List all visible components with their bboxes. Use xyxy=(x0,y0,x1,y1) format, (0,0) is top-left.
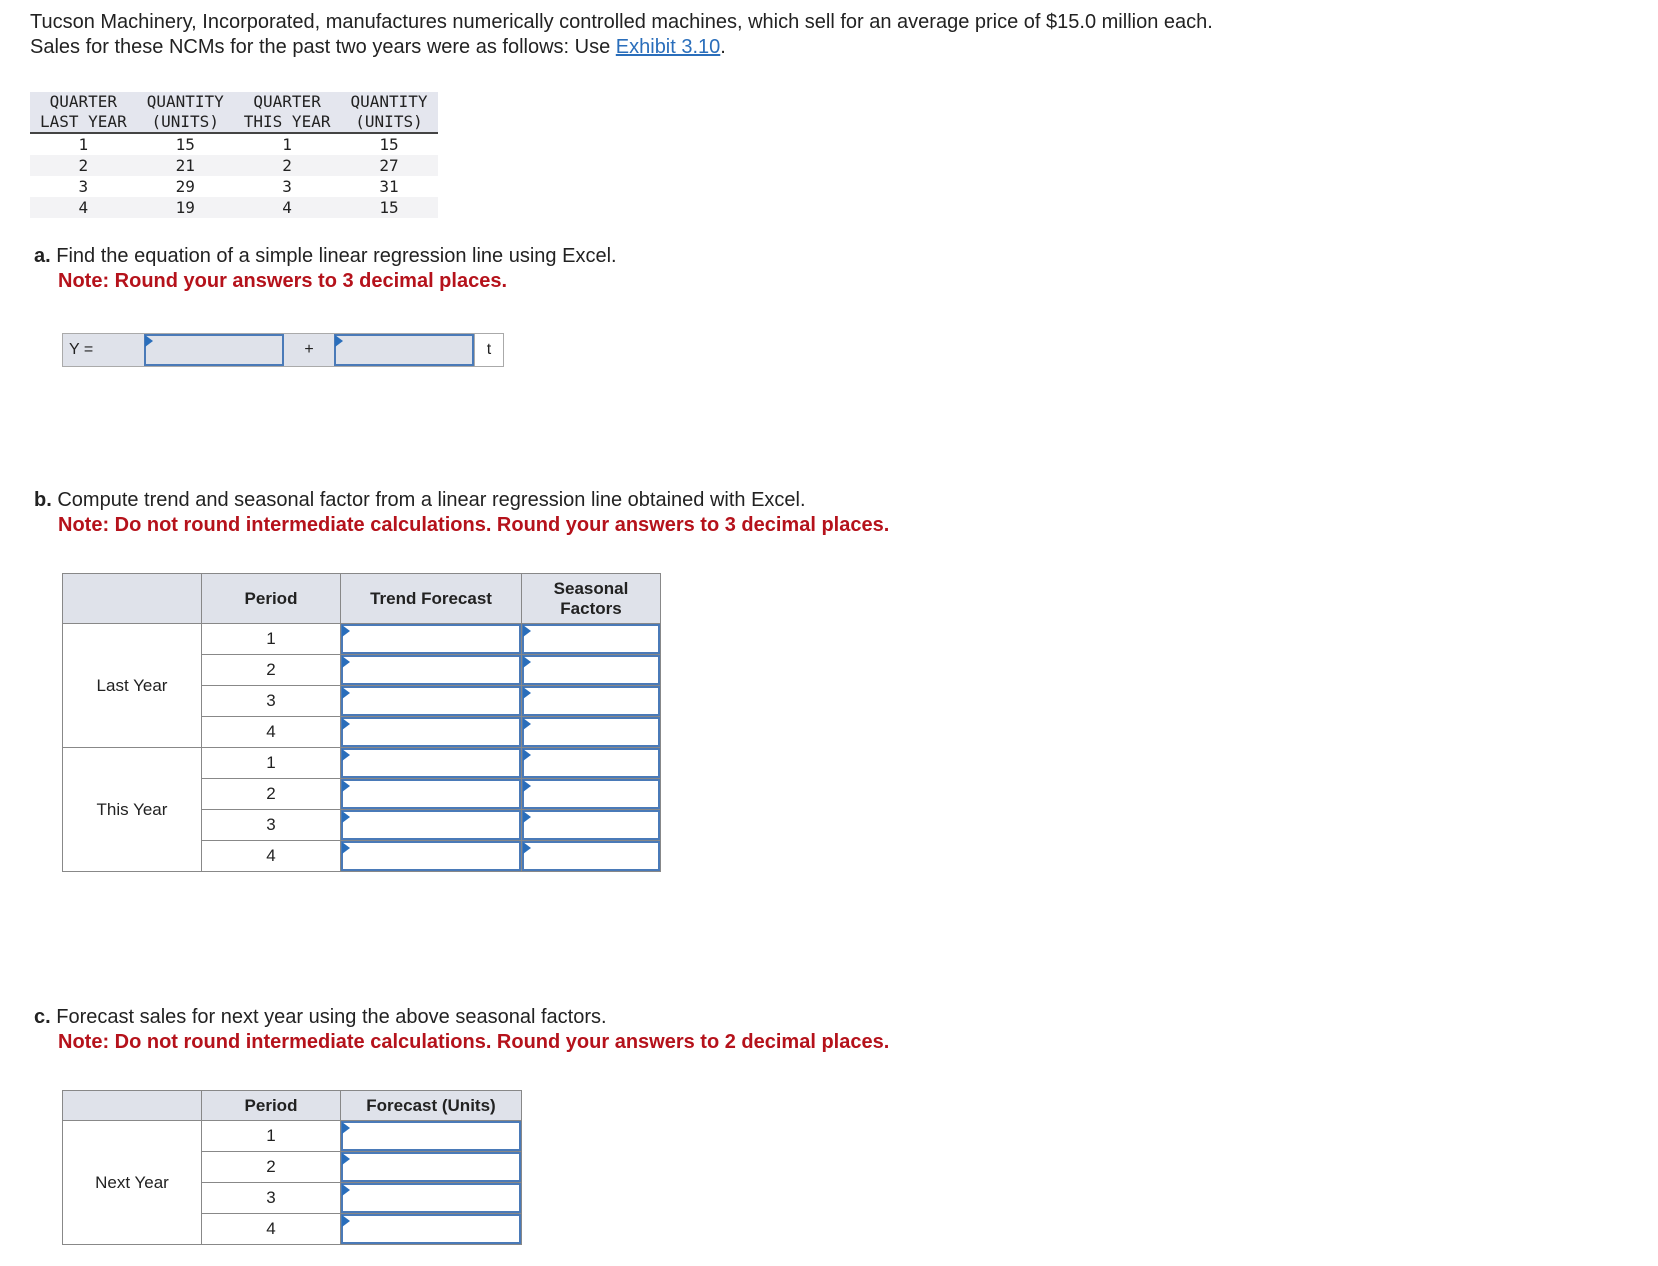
regression-equation-row xyxy=(62,333,504,367)
period-cell: 3 xyxy=(202,810,341,841)
seasonal-factor-input[interactable] xyxy=(522,686,660,716)
intro-line-2-suffix: . xyxy=(720,36,726,58)
table-row: 3 29 3 31 xyxy=(78,176,399,196)
sales-data-table xyxy=(30,92,438,218)
period-cell: 1 xyxy=(202,748,341,779)
trend-forecast-input[interactable] xyxy=(341,655,521,685)
period-cell: 4 xyxy=(202,717,341,748)
seasonal-factor-input[interactable] xyxy=(522,748,660,778)
part-c-text: Forecast sales for next year using the above seasonal factors. xyxy=(56,1006,607,1028)
seasonal-factor-input[interactable] xyxy=(522,841,660,871)
seasonal-factor-input[interactable] xyxy=(522,624,660,654)
part-a-question: a. Find the equation of a simple linear regression line using Excel. Note: Round your answers to 3 decimal places. xyxy=(34,245,617,292)
t-variable-label: t xyxy=(474,334,503,366)
period-cell: 3 xyxy=(202,686,341,717)
period-header: Period xyxy=(202,574,341,624)
forecast-units-header: Forecast (Units) xyxy=(341,1091,522,1121)
last-year-label: Last Year xyxy=(63,624,202,748)
period-cell: 2 xyxy=(202,1152,341,1183)
period-cell: 2 xyxy=(202,779,341,810)
table-row: 4 19 4 15 xyxy=(30,197,438,218)
trend-forecast-input[interactable] xyxy=(341,717,521,747)
seasonal-factor-input[interactable] xyxy=(522,779,660,809)
period-cell: 1 xyxy=(202,1121,341,1152)
table-row: 2 21 2 27 xyxy=(30,155,438,176)
exhibit-link[interactable]: Exhibit 3.10 xyxy=(615,36,721,58)
next-year-label: Next Year xyxy=(63,1121,202,1245)
header-quarter-last-year: QUARTER LAST YEAR xyxy=(30,92,137,133)
seasonal-factor-input[interactable] xyxy=(522,717,660,747)
slope-input[interactable] xyxy=(334,334,474,366)
header-quantity-this-year: QUANTITY (UNITS) xyxy=(340,92,437,133)
forecast-units-input[interactable] xyxy=(341,1214,521,1244)
this-year-label: This Year xyxy=(63,748,202,872)
part-a-text: Find the equation of a simple linear regression line using Excel. xyxy=(56,245,617,267)
period-cell: 4 xyxy=(202,1214,341,1245)
part-a-note: Note: Round your answers to 3 decimal places. xyxy=(58,270,508,292)
problem-intro xyxy=(30,10,1213,60)
trend-seasonal-table xyxy=(62,573,661,872)
trend-forecast-input[interactable] xyxy=(341,686,521,716)
part-c-question: c. Forecast sales for next year using the above seasonal factors. Note: Do not round intermediate calculations. Round your answers to 2 decimal places. xyxy=(34,1006,890,1053)
trend-forecast-input[interactable] xyxy=(341,624,521,654)
trend-forecast-input[interactable] xyxy=(341,841,521,871)
intercept-input[interactable] xyxy=(144,334,284,366)
trend-forecast-input[interactable] xyxy=(341,748,521,778)
seasonal-factors-header: Seasonal Factors xyxy=(522,574,661,624)
seasonal-factor-input[interactable] xyxy=(522,810,660,840)
part-c-note: Note: Do not round intermediate calculations. Round your answers to 2 decimal places. xyxy=(58,1031,890,1053)
period-cell: 3 xyxy=(202,1183,341,1214)
period-cell: 1 xyxy=(202,624,341,655)
period-cell: 4 xyxy=(202,841,341,872)
plus-sign: + xyxy=(304,341,314,358)
part-b-note: Note: Do not round intermediate calculations. Round your answers to 3 decimal places. xyxy=(58,514,890,536)
intro-line-2-text: Sales for these NCMs for the past two years were as follows: Use xyxy=(30,36,616,58)
forecast-units-input[interactable] xyxy=(341,1152,521,1182)
forecast-units-input[interactable] xyxy=(341,1183,521,1213)
part-b-text: Compute trend and seasonal factor from a linear regression line obtained with Excel. xyxy=(57,489,806,511)
trend-forecast-input[interactable] xyxy=(341,779,521,809)
part-b-question: b. Compute trend and seasonal factor from a linear regression line obtained with Excel. Note: Do not round intermediate calculations. Round your answers to 3 decimal places. xyxy=(34,489,890,536)
header-quarter-this-year: QUARTER THIS YEAR xyxy=(234,92,341,133)
forecast-units-input[interactable] xyxy=(341,1121,521,1151)
trend-forecast-header: Trend Forecast xyxy=(341,574,522,624)
intro-line-1: Tucson Machinery, Incorporated, manufactures numerically controlled machines, which sell for an average price of $15.0 million each. xyxy=(30,11,1213,33)
y-equals-label: Y = xyxy=(69,341,94,358)
period-header: Period xyxy=(202,1091,341,1121)
table-row: 1 15 1 15 xyxy=(78,134,399,154)
seasonal-factor-input[interactable] xyxy=(522,655,660,685)
header-quantity-last-year: QUANTITY (UNITS) xyxy=(137,92,234,133)
trend-forecast-input[interactable] xyxy=(341,810,521,840)
next-year-forecast-table xyxy=(62,1090,522,1245)
intro-line-2 xyxy=(30,35,1213,60)
period-cell: 2 xyxy=(202,655,341,686)
